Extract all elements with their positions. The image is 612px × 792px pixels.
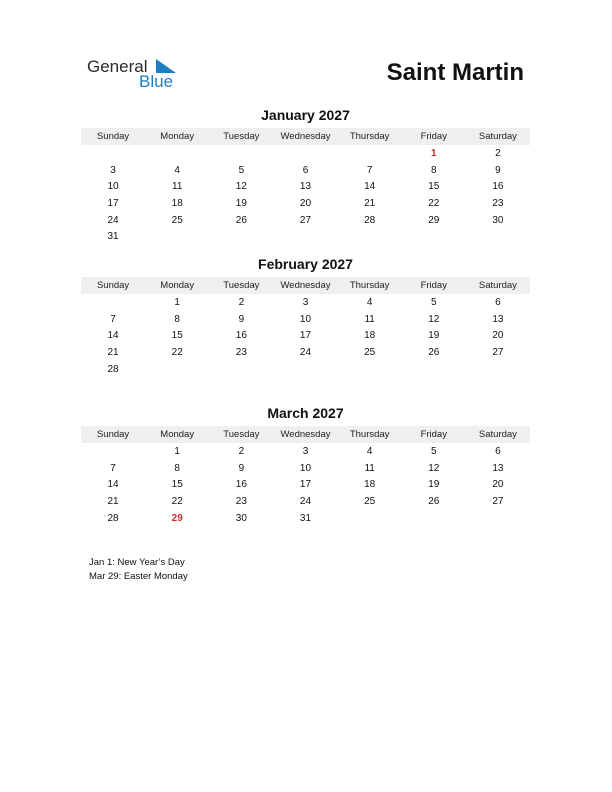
holiday-day-cell: 29	[171, 512, 183, 524]
month-title: January 2027	[261, 107, 350, 123]
day-cell: 1	[174, 297, 180, 308]
days-grid	[81, 295, 530, 378]
day-cell: 24	[107, 214, 119, 226]
day-cell: 12	[235, 181, 247, 193]
month-march	[81, 404, 530, 527]
generalblue-logo	[87, 57, 187, 91]
empty-day-cell	[209, 229, 273, 246]
weekday-label: Friday	[420, 131, 447, 142]
day-cell: 4	[366, 446, 373, 457]
day-cell: 11	[364, 462, 375, 474]
weekday-label: Friday	[420, 280, 447, 291]
day-cell: 24	[299, 347, 312, 359]
holiday-day-cell: 1	[430, 148, 437, 159]
day-cell: 25	[171, 214, 183, 226]
empty-day-cell	[338, 146, 402, 163]
day-cell: 30	[235, 512, 247, 524]
empty-day-cell	[338, 229, 402, 246]
day-cell: 21	[107, 496, 119, 508]
day-cell: 16	[492, 181, 504, 193]
day-cell: 10	[299, 313, 312, 325]
weekday-label: Saturday	[478, 429, 517, 440]
day-cell: 15	[171, 330, 183, 342]
holiday-note: Jan 1: New Year’s Day	[89, 557, 185, 568]
day-cell: 19	[428, 479, 440, 491]
weekday-label: Saturday	[478, 131, 517, 142]
day-cell: 20	[492, 330, 504, 342]
day-cell: 12	[428, 462, 440, 474]
weekday-label: Tuesday	[223, 280, 260, 291]
empty-day-cell	[402, 511, 466, 528]
month-january	[81, 106, 530, 246]
day-cell: 3	[110, 164, 116, 176]
day-cell: 14	[107, 479, 119, 491]
day-cell: 4	[366, 297, 373, 308]
weekday-label: Sunday	[96, 429, 130, 440]
day-cell: 7	[110, 462, 116, 474]
weekday-label: Saturday	[478, 280, 517, 291]
empty-day-cell	[81, 295, 145, 312]
day-cell: 23	[235, 496, 247, 508]
empty-day-cell	[273, 146, 337, 163]
day-cell: 28	[107, 512, 119, 524]
empty-day-cell	[273, 229, 337, 246]
month-title: March 2027	[267, 405, 344, 421]
weekday-label: Wednesday	[280, 280, 331, 291]
logo-text-blue: Blue	[139, 72, 174, 91]
day-cell: 20	[299, 198, 312, 210]
days-grid	[81, 146, 530, 246]
weekday-label: Thursday	[349, 429, 390, 440]
day-cell: 4	[174, 164, 180, 176]
day-cell: 10	[107, 181, 119, 193]
day-cell: 23	[492, 198, 504, 210]
day-cell: 24	[299, 496, 312, 508]
empty-day-cell	[145, 229, 209, 246]
day-cell: 30	[492, 214, 504, 226]
day-cell: 14	[107, 330, 119, 342]
day-cell: 5	[430, 297, 437, 308]
day-cell: 3	[302, 297, 309, 308]
day-cell: 27	[299, 214, 312, 226]
empty-day-cell	[466, 362, 530, 379]
day-cell: 8	[174, 313, 180, 325]
weekday-label: Monday	[160, 131, 195, 142]
empty-day-cell	[209, 146, 273, 163]
logo-text-general: General	[87, 57, 148, 76]
empty-day-cell	[145, 146, 209, 163]
day-cell: 16	[235, 479, 247, 491]
day-cell: 26	[428, 496, 440, 508]
day-cell: 28	[364, 214, 376, 226]
day-cell: 13	[299, 181, 312, 193]
day-cell: 21	[364, 198, 376, 210]
day-cell: 7	[366, 164, 373, 176]
day-cell: 31	[299, 512, 312, 524]
day-cell: 2	[238, 446, 245, 457]
empty-day-cell	[338, 511, 402, 528]
weekday-header	[81, 426, 530, 443]
weekday-label: Thursday	[349, 280, 390, 291]
day-cell: 9	[495, 164, 501, 176]
country-title: Saint Martin	[386, 59, 524, 86]
day-cell: 11	[364, 313, 375, 325]
day-cell: 20	[492, 479, 504, 491]
empty-day-cell	[145, 362, 209, 379]
empty-day-cell	[466, 229, 530, 246]
weekday-label: Sunday	[96, 131, 130, 142]
day-cell: 8	[430, 164, 437, 176]
empty-day-cell	[338, 362, 402, 379]
day-cell: 19	[235, 198, 247, 210]
day-cell: 5	[238, 164, 245, 176]
day-cell: 25	[364, 347, 376, 359]
day-cell: 8	[174, 462, 180, 474]
day-cell: 19	[428, 330, 440, 342]
day-cell: 21	[107, 347, 119, 359]
weekday-label: Monday	[160, 280, 195, 291]
day-cell: 12	[428, 313, 440, 325]
empty-day-cell	[402, 362, 466, 379]
day-cell: 18	[364, 330, 376, 342]
weekday-label: Wednesday	[280, 429, 331, 440]
day-cell: 13	[492, 313, 504, 325]
empty-day-cell	[402, 229, 466, 246]
weekday-label: Monday	[160, 429, 195, 440]
weekday-label: Thursday	[349, 131, 390, 142]
day-cell: 16	[235, 330, 247, 342]
day-cell: 6	[495, 297, 501, 308]
day-cell: 2	[495, 148, 501, 159]
holiday-notes	[89, 556, 188, 584]
day-cell: 29	[428, 214, 440, 226]
day-cell: 6	[495, 446, 501, 457]
day-cell: 15	[428, 181, 440, 193]
day-cell: 6	[302, 164, 309, 176]
holiday-note: Mar 29: Easter Monday	[89, 571, 188, 582]
empty-day-cell	[273, 362, 337, 379]
day-cell: 3	[302, 446, 309, 457]
day-cell: 26	[428, 347, 440, 359]
day-cell: 27	[492, 347, 504, 359]
month-title: February 2027	[258, 256, 353, 272]
empty-day-cell	[81, 444, 145, 461]
day-cell: 22	[428, 198, 440, 210]
weekday-header	[81, 277, 530, 294]
empty-day-cell	[81, 146, 145, 163]
day-cell: 9	[238, 462, 245, 474]
weekday-label: Wednesday	[280, 131, 331, 142]
day-cell: 17	[107, 198, 119, 210]
day-cell: 28	[107, 363, 119, 375]
day-cell: 22	[171, 347, 183, 359]
day-cell: 15	[171, 479, 183, 491]
day-cell: 27	[492, 496, 504, 508]
day-cell: 9	[238, 313, 245, 325]
day-cell: 18	[171, 198, 183, 210]
day-cell: 14	[364, 181, 376, 193]
days-grid	[81, 444, 530, 527]
day-cell: 26	[235, 214, 247, 226]
day-cell: 10	[299, 462, 312, 474]
day-cell: 1	[174, 446, 180, 457]
day-cell: 11	[172, 181, 183, 193]
empty-day-cell	[466, 511, 530, 528]
day-cell: 2	[238, 297, 245, 308]
weekday-label: Tuesday	[223, 429, 260, 440]
day-cell: 23	[235, 347, 247, 359]
weekday-label: Friday	[420, 429, 447, 440]
logo-triangle-icon	[156, 59, 176, 73]
day-cell: 5	[430, 446, 437, 457]
empty-day-cell	[209, 362, 273, 379]
weekday-label: Tuesday	[223, 131, 260, 142]
month-february	[81, 255, 530, 378]
day-cell: 17	[299, 330, 312, 342]
weekday-header	[81, 128, 530, 145]
day-cell: 25	[364, 496, 376, 508]
day-cell: 22	[171, 496, 183, 508]
day-cell: 13	[492, 462, 504, 474]
weekday-label: Sunday	[96, 280, 130, 291]
day-cell: 7	[110, 313, 116, 325]
day-cell: 17	[299, 479, 312, 491]
day-cell: 18	[364, 479, 376, 491]
day-cell: 31	[107, 231, 119, 243]
